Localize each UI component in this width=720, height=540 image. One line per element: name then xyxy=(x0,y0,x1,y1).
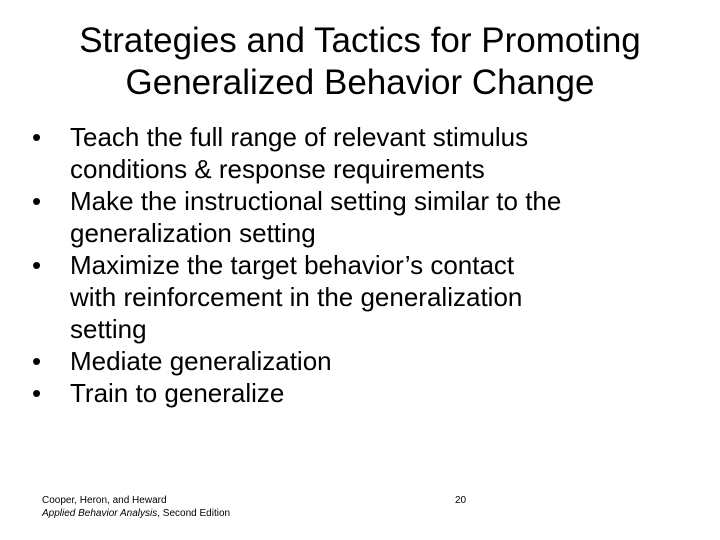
bullet-line: Train to generalize xyxy=(70,378,285,408)
bullet-text xyxy=(70,377,700,409)
bullet-icon: • xyxy=(32,250,42,280)
bullet-line: Mediate generalization xyxy=(70,346,332,376)
bullet-line: Make the instructional setting similar to the xyxy=(70,186,562,216)
slide-title-line: Strategies and Tactics for Promoting xyxy=(79,21,641,60)
bullet-text xyxy=(70,185,700,249)
bullet-item xyxy=(30,185,700,249)
bullet-item xyxy=(30,345,700,377)
bullet-line: Teach the full range of relevant stimulus xyxy=(70,122,529,152)
bullet-line: with reinforcement in the generalization xyxy=(70,282,523,312)
bullet-text xyxy=(70,345,700,377)
footer-edition: , Second Edition xyxy=(157,508,231,519)
bullet-icon: • xyxy=(32,346,42,376)
page-number: 20 xyxy=(455,495,467,506)
bullet-text xyxy=(70,121,700,185)
bullet-line: generalization setting xyxy=(70,218,316,248)
slide-title-line: Generalized Behavior Change xyxy=(125,63,595,102)
footer-citation xyxy=(42,494,230,520)
bullet-item xyxy=(30,249,700,345)
footer-book-title: Applied Behavior Analysis xyxy=(42,508,158,519)
bullet-text xyxy=(70,249,700,345)
slide-title xyxy=(0,20,720,104)
bullet-icon: • xyxy=(32,122,42,152)
footer-authors: Cooper, Heron, and Heward xyxy=(42,495,167,506)
bullet-item xyxy=(30,377,700,409)
bullet-line: setting xyxy=(70,314,147,344)
bullet-icon: • xyxy=(32,186,42,216)
bullet-line: Maximize the target behavior’s contact xyxy=(70,250,515,280)
bullet-icon: • xyxy=(32,378,42,408)
bullet-item xyxy=(30,121,700,185)
bullet-list xyxy=(30,121,700,409)
bullet-line: conditions & response requirements xyxy=(70,154,485,184)
footer-book-line xyxy=(42,507,230,520)
